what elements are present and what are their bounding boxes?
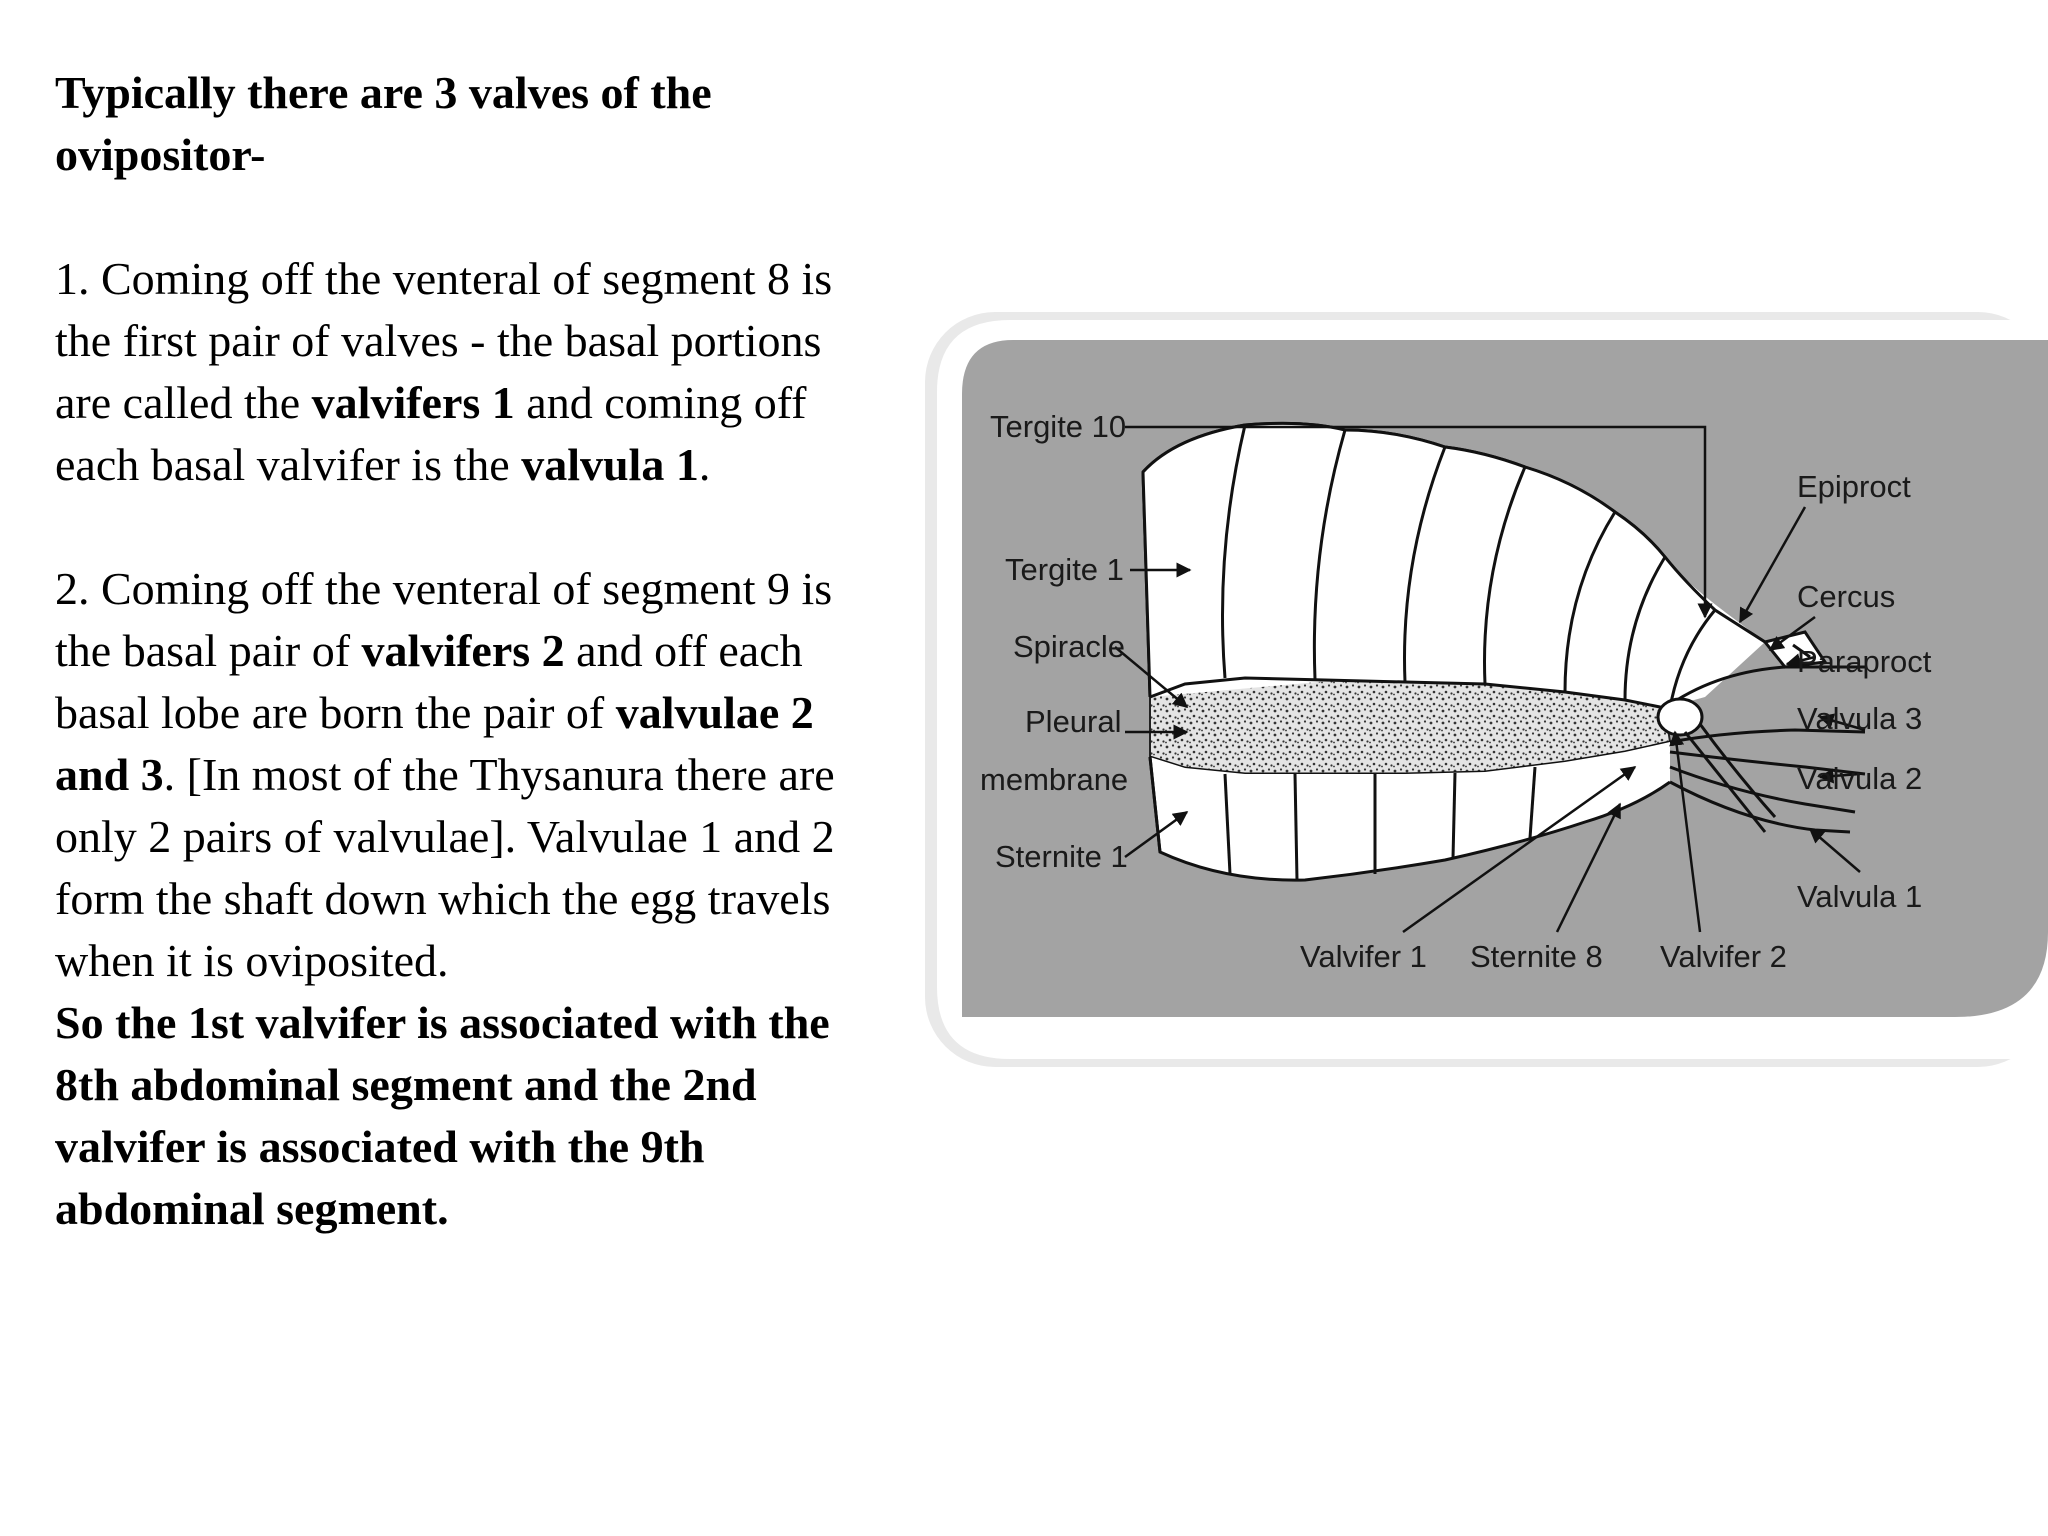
- label-valvula-1: Valvula 1: [1797, 879, 1923, 914]
- label-valvifer-2: Valvifer 2: [1660, 939, 1787, 974]
- slide-text: [55, 62, 885, 1240]
- label-spiracle: Spiracle: [1013, 629, 1125, 664]
- label-valvula-3: Valvula 3: [1797, 701, 1923, 736]
- label-valvifer-1: Valvifer 1: [1300, 939, 1427, 974]
- point-2: 2. Coming off the venteral of segment 9 is the basal pair of valvifers 2 and off each basal lobe are born the pair of valvulae 2 and 3. [In most of the Thysanura there are only 2 pairs of valvulae]. Valvulae 1 and 2 form the shaft down which the egg travels when it is oviposited.: [55, 563, 835, 986]
- label-sternite-1: Sternite 1: [995, 839, 1128, 874]
- label-membrane: membrane: [980, 762, 1129, 797]
- label-epiproct: Epiproct: [1797, 469, 1911, 504]
- ovipositor-svg: [925, 312, 2048, 1067]
- label-valvula-2: Valvula 2: [1797, 761, 1923, 796]
- label-tergite-1: Tergite 1: [1005, 552, 1124, 587]
- heading: Typically there are 3 valves of the ovipositor-: [55, 67, 712, 180]
- label-paraproct: Paraproct: [1797, 644, 1932, 679]
- label-cercus: Cercus: [1797, 579, 1896, 614]
- point-1: 1. Coming off the venteral of segment 8 is the first pair of valves - the basal portions are called the valvifers 1 and coming off each basal valvifer is the valvula 1.: [55, 253, 833, 490]
- label-pleural: Pleural: [1025, 704, 1122, 739]
- label-sternite-8: Sternite 8: [1470, 939, 1603, 974]
- ovipositor-diagram: [925, 312, 2048, 1067]
- label-tergite-10: Tergite 10: [990, 409, 1127, 444]
- conclusion: So the 1st valvifer is associated with the 8th abdominal segment and the 2nd valvifer is associated with the 9th abdominal segment.: [55, 997, 830, 1234]
